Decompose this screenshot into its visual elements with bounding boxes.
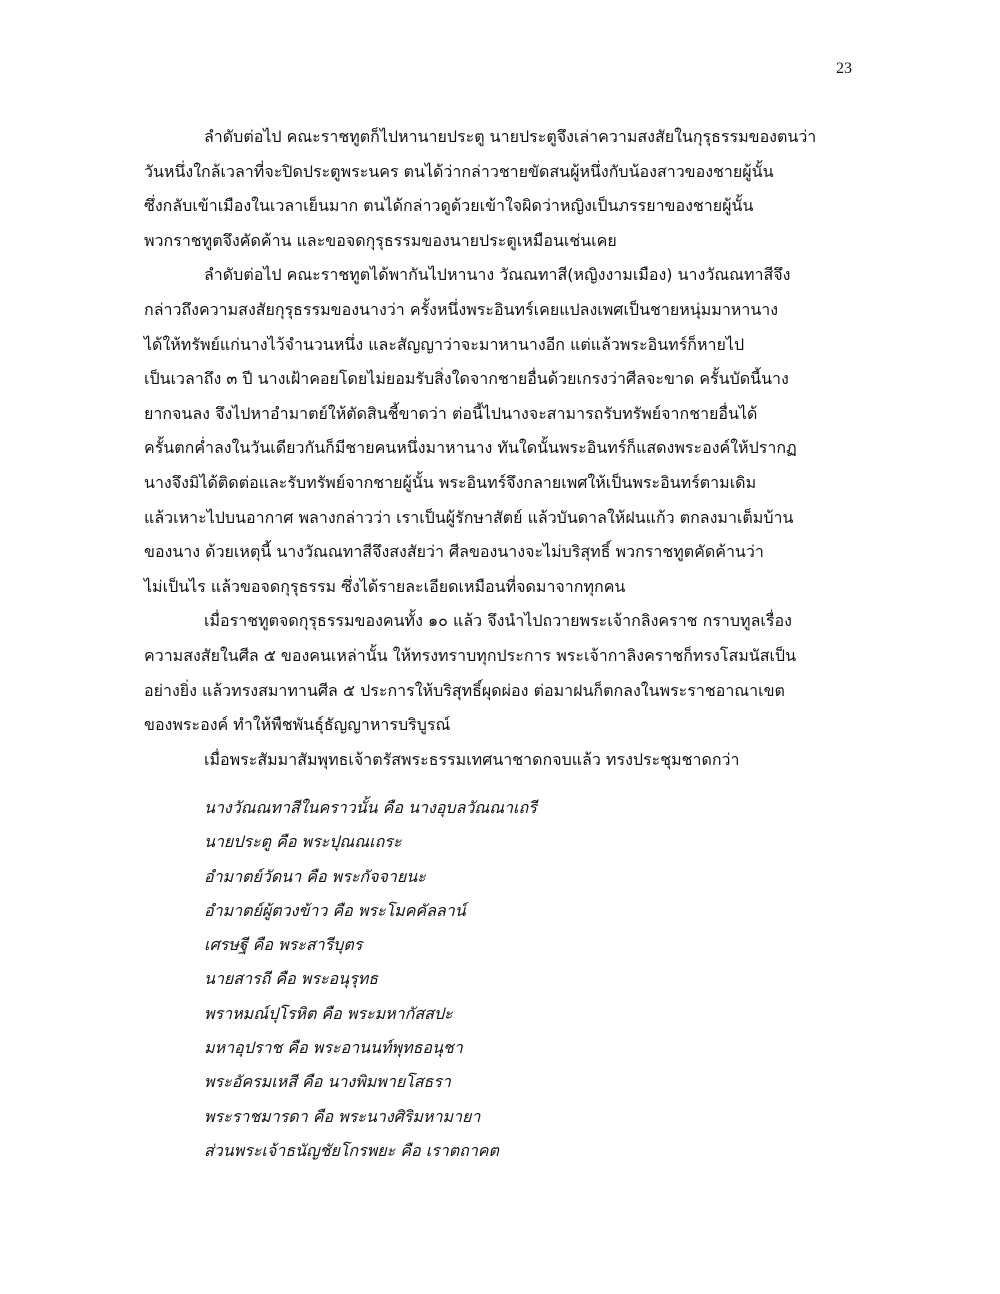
paragraph-line: เมื่อราชทูตจดกุรุธรรมของคนทั้ง ๑๐ แล้ว จึงนำไปถวายพระเจ้ากลิงคราช กราบทูลเรื่อง: [204, 611, 792, 631]
paragraph-line: ลำดับต่อไป คณะราชทูตได้พากันไปหานาง วัณณทาสี(หญิงงามเมือง) นางวัณณทาสีจึง: [204, 265, 791, 285]
paragraph-line: เมื่อพระสัมมาสัมพุทธเจ้าตรัสพระธรรมเทศนาชาดกจบแล้ว ทรงประชุมชาดกว่า: [204, 749, 740, 769]
jataka-identification: นางวัณณทาสีในคราวนั้น คือ นางอุบลวัณณาเถรี: [204, 798, 537, 817]
paragraph-line: ลำดับต่อไป คณะราชทูตก็ไปหานายประตู นายประตูจึงเล่าความสงสัยในกุรุธรรมของตนว่า: [204, 127, 817, 146]
paragraph-buddha: [144, 743, 856, 778]
paragraph-line: ของพระองค์ ทำให้พืชพันธุ์ธัญญาหารบริบูรณ์: [144, 715, 451, 735]
paragraph-line: ยากจนลง จึงไปหาอำมาตย์ให้ตัดสินชี้ขาดว่า ต่อนี้ไปนางจะสามารถรับทรัพย์จากชายอื่นได้: [144, 403, 758, 423]
paragraph-line: อย่างยิ่ง แล้วทรงสมาทานศีล ๕ ประการให้บริสุทธิ์ผุดผ่อง ต่อมาฝนก็ตกลงในพระราชอาณาเขต: [144, 680, 785, 700]
paragraph-line: ความสงสัยในศีล ๕ ของคนเหล่านั้น ให้ทรงทราบทุกประการ พระเจ้ากาลิงคราชก็ทรงโสมนัสเป็น: [144, 645, 797, 665]
page-number: 23: [836, 60, 852, 77]
paragraph-line: เป็นเวลาถึง ๓ ปี นางเฝ้าคอยโดยไม่ยอมรับสิ่งใดจากชายอื่นด้วยเกรงว่าศีลจะขาด ครั้นบัดนี้นาง: [144, 369, 789, 389]
jataka-identification: พระราชมารดา คือ พระนางศิริมหามายา: [204, 1106, 481, 1126]
paragraph-line: ได้ให้ทรัพย์แก่นางไว้จำนวนหนึ่ง และสัญญาว่าจะมาหานางอีก แต่แล้วพระอินทร์ก็หายไป: [144, 334, 745, 354]
paragraph-line: ซึ่งกลับเข้าเมืองในเวลาเย็นมาก ตนได้กล่าวดูด้วยเข้าใจผิดว่าหญิงเป็นภรรยาของชายผู้นั้น: [144, 196, 754, 216]
paragraph-line: ของนาง ด้วยเหตุนี้ นางวัณณทาสีจึงสงสัยว่า ศีลของนางจะไม่บริสุทธิ์ พวกราชทูตคัดค้านว่า: [144, 542, 764, 562]
jataka-identification: พราหมณ์ปุโรหิต คือ พระมหากัสสปะ: [204, 1003, 453, 1023]
paragraph-line: ไม่เป็นไร แล้วขอจดกุรุธรรม ซึ่งได้รายละเอียดเหมือนที่จดมาจากทุกคน: [144, 576, 626, 596]
jataka-identification: นายสารถี คือ พระอนุรุทธ: [204, 969, 378, 989]
body-text: [144, 120, 856, 777]
paragraph-line: กล่าวถึงความสงสัยกุรุธรรมของนางว่า ครั้งหนึ่งพระอินทร์เคยแปลงเพศเป็นชายหนุ่มมาหานาง: [144, 299, 779, 319]
jataka-identification: ส่วนพระเจ้าธนัญชัยโกรพยะ คือ เราตถาคต: [204, 1140, 499, 1160]
paragraph-line: ครั้นตกค่ำลงในวันเดียวกันก็มีชายคนหนึ่งมาหานาง ทันใดนั้นพระอินทร์ก็แสดงพระองค์ให้ปรากฏ: [144, 438, 797, 458]
jataka-identification-list: [204, 791, 804, 1168]
jataka-identification: เศรษฐี คือ พระสารีบุตร: [204, 935, 363, 955]
paragraph-line: แล้วเหาะไปบนอากาศ พลางกล่าวว่า เราเป็นผู้รักษาสัตย์ แล้วบันดาลให้ฝนแก้ว ตกลงมาเต็มบ้าน: [144, 507, 794, 527]
jataka-identification: อำมาตย์วัดนา คือ พระกัจจายนะ: [204, 866, 426, 886]
paragraph-line: วันหนึ่งใกล้เวลาที่จะปิดประตูพระนคร ตนได้ว่ากล่าวชายขัดสนผู้หนึ่งกับน้องสาวของชายผู้นั้น: [144, 161, 774, 181]
jataka-identification: นายประตู คือ พระปุณณเถระ: [204, 832, 402, 852]
paragraph-gatekeeper: [144, 120, 856, 258]
paragraph-line: พวกราชทูตจึงคัดค้าน และขอจดกุรุธรรมของนายประตูเหมือนเช่นเคย: [144, 230, 617, 250]
paragraph-line: นางจึงมิได้ติดต่อและรับทรัพย์จากชายผู้นั้น พระอินทร์จึงกลายเพศให้เป็นพระอินทร์ตามเดิม: [144, 472, 757, 492]
paragraph-king: [144, 604, 856, 742]
jataka-identification: อำมาตย์ผู้ตวงข้าว คือ พระโมคคัลลาน์: [204, 900, 466, 920]
jataka-identification: มหาอุปราช คือ พระอานนท์พุทธอนุชา: [204, 1038, 463, 1058]
paragraph-courtesan: [144, 258, 856, 604]
jataka-identification: พระอัครมเหสี คือ นางพิมพายโสธรา: [204, 1072, 451, 1092]
